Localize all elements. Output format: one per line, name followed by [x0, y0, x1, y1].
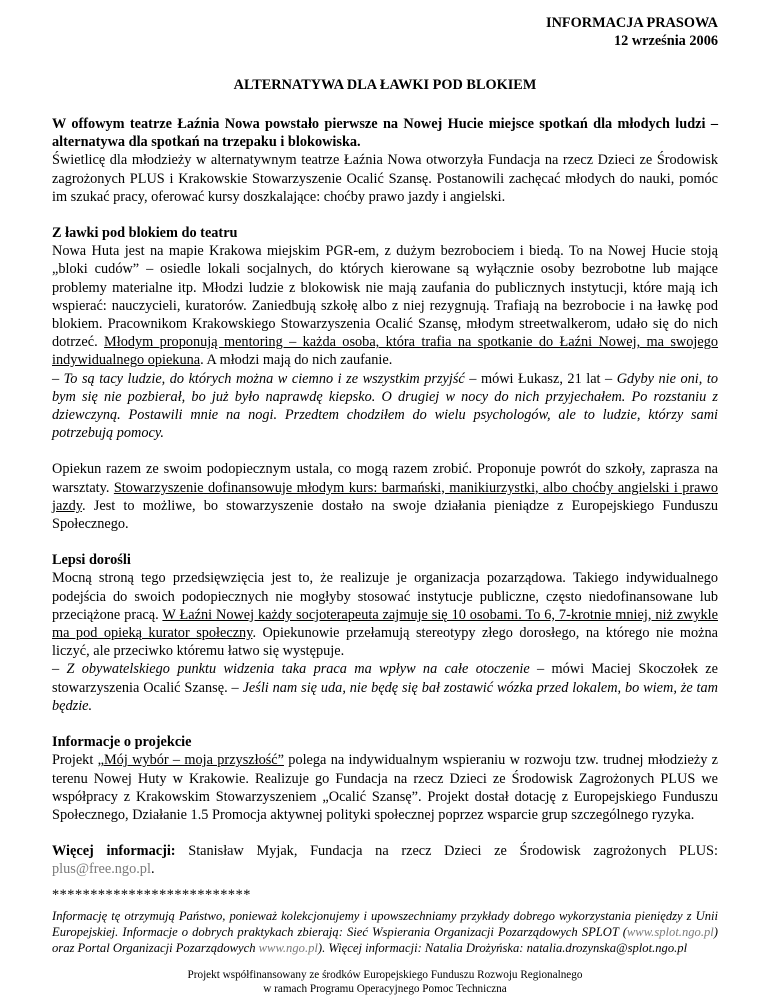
- ngo-link[interactable]: www.ngo.pl: [258, 940, 318, 955]
- press-header: [52, 14, 718, 50]
- article-title: ALTERNATYWA DLA ŁAWKI POD BLOKIEM: [233, 77, 537, 93]
- project-name: „Mój wybór – moja przyszłość”: [97, 752, 284, 769]
- press-label: INFORMACJA PRASOWA: [546, 15, 718, 31]
- section-bench-paragraph: Nowa Huta jest na mapie Krakowa miejskim PGR-em, z dużym bezrobociem i biedą. To na Nowej Hucie stoją „bloki cudów” – osiedle lokali socjalnych, do których kierowane są wyłącznie osoby bezrobotne lub mające problemy materialne itp. Młodzi ludzie z blokowisk nie mają zaufania do publicznych instytucji, które mają ich wspierać: nauczycieli, kuratorów. Zaniedbują szkołę albo z niej rezygnują. Trafiają na bezrobocie i na ławkę pod blokiem. Pracownikom Krakowskiego Stowarzyszenia Ocalić Szansę, młodym streetwalkerom, udało się do nich dotrzeć. Młodym proponują mentoring – każda osoba, która trafia na spotkanie do Łaźni Nowej, ma swojego indywidualnego opiekuna. A młodzi mają do nich zaufanie.: [52, 243, 719, 369]
- quote-maciej: – Z obywatelskiego punktu widzenia taka praca ma wpływ na całe otoczenie – mówi Maciej Skoczołek ze stowarzyszenia Ocalić Szansę. – Jeśli nam się uda, nie będę się bał zostawić wózka przed lokalem, bo wiem, że tam będzie.: [52, 661, 718, 714]
- intro-paragraph: Świetlicę dla młodzieży w alternatywnym teatrze Łaźnia Nowa otworzyła Fundacja na rzecz Dzieci ze Środowisk zagrożonych PLUS i Krakowskie Stowarzyszenie Ocalić Szansę. Postanowili zachęcać młodych do nauki, pomóc im szukać pracy, oferować kursy doszkalające: choćby prawo jazdy i angielski.: [52, 152, 718, 205]
- contact-paragraph: Więcej informacji: Stanisław Myjak, Fundacja na rzecz Dzieci ze Środowisk zagrożonych PLUS: plus@free.ngo.pl.: [52, 843, 718, 878]
- underlined-courses: Stowarzyszenie dofinansowuje młodym kurs: barmański, manikiurzystki, albo choćby angielski i prawo jazdy: [52, 479, 719, 514]
- section-heading-adults: Lepsi dorośli: [52, 552, 131, 569]
- section-heading-bench: Z ławki pod blokiem do teatru: [52, 225, 238, 242]
- section-adults-paragraph: Mocną stroną tego przedsięwzięcia jest to, że realizuje je organizacja pozarządowa. Takiego indywidualnego podejścia do swoich podopiecznych nie mogłyby stosować instytucje publiczne, często niedofinansowane lub przeciążone pracą. W Łaźni Nowej każdy socjoterapeuta zajmuje się 10 osobami. To 6, 7-krotnie mniej, niż zwykle ma pod opieką kurator społeczny. Opiekunowie przełamują stereotypy złego dorosłego, na którego nie można liczyć, ale przeciwko któremu łatwo się występuje.: [52, 570, 718, 660]
- press-release-page: [52, 14, 718, 996]
- splot-link[interactable]: www.splot.ngo.pl: [626, 924, 714, 939]
- distribution-note: Informację tę otrzymują Państwo, ponieważ kolekcjonujemy i upowszechniamy przykłady dobrego wykorzystania pieniędzy z Unii Europejskiej. Informacje o dobrych praktykach zbierają: Sieć Wspierania Organizacji Pozarządowych SPLOT (www.splot.ngo.pl) oraz Portal Organizacji Pozarządowych www.ngo.pl). Więcej informacji: Natalia Drożyńska: natalia.drozynska@splot.ngo.pl: [52, 908, 718, 955]
- footer-line-2: w ramach Programu Operacyjnego Pomoc Techniczna: [263, 982, 507, 995]
- footer-line-1: Projekt współfinansowany ze środków Europejskiego Funduszu Rozwoju Regionalnego: [187, 969, 583, 982]
- quote-lukasz: – To są tacy ludzie, do których można w ciemno i ze wszystkim przyjść – mówi Łukasz, 21 lat – Gdyby nie oni, to bym się nie pozbierał, bo już było naprawdę kiepsko. O drugiej w nocy do nich przyjechałem. Po rozstaniu z dziewczyną. Postawili mnie na nogi. Przedtem chodziłem do wielu psychologów, ale to ludzie, którzy sami potrzebują pomocy.: [52, 370, 718, 442]
- section-heading-project: Informacje o projekcie: [52, 734, 192, 751]
- lead-paragraph: W offowym teatrze Łaźnia Nowa powstało pierwsze na Nowej Hucie miejsce spotkań dla młodych ludzi – alternatywa dla spotkań na trzepaku i blokowiska.: [52, 116, 718, 151]
- note-email[interactable]: natalia.drozynska@splot.ngo.pl: [526, 940, 688, 955]
- funding-footer: [52, 969, 718, 996]
- underlined-mentoring: Młodym proponują mentoring – każda osoba, która trafia na spotkanie do Łaźni Nowej, ma swojego indywidualnego opiekuna: [52, 334, 719, 369]
- press-date: 12 września 2006: [613, 33, 718, 49]
- underlined-ratio: W Łaźni Nowej każdy socjoterapeuta zajmuje się 10 osobami. To 6, 7-krotnie mniej, niż zwykle ma pod opieką kurator społeczny: [52, 606, 718, 642]
- section-mentor-paragraph: Opiekun razem ze swoim podopiecznym ustala, co mogą razem zrobić. Proponuje powrót do szkoły, zaprasza na warsztaty. Stowarzyszenie dofinansowuje młodym kurs: barmański, manikiurzystki, albo choćby angielski i prawo jazdy. Jest to możliwe, bo stowarzyszenie dostało na swoje działania pieniądze z Europejskiego Funduszu Społecznego.: [52, 461, 719, 533]
- separator: **************************: [52, 886, 251, 903]
- contact-email-link[interactable]: plus@free.ngo.pl: [52, 861, 151, 878]
- section-project-paragraph: Projekt „Mój wybór – moja przyszłość” polega na indywidualnym wspieraniu w rozwoju tzw. trudnej młodzieży z terenu Nowej Huty w Krakowie. Realizuje go Fundacja na rzecz Dzieci ze Środowisk Zagrożonych PLUS we współpracy z Krakowskim Stowarzyszeniem „Ocalić Szansę”. Projekt dostał dotację z Europejskiego Funduszu Społecznego, Działanie 1.5 Promocja aktywnej polityki społecznej poprzez wsparcie grup szczególnego ryzyka.: [52, 752, 718, 823]
